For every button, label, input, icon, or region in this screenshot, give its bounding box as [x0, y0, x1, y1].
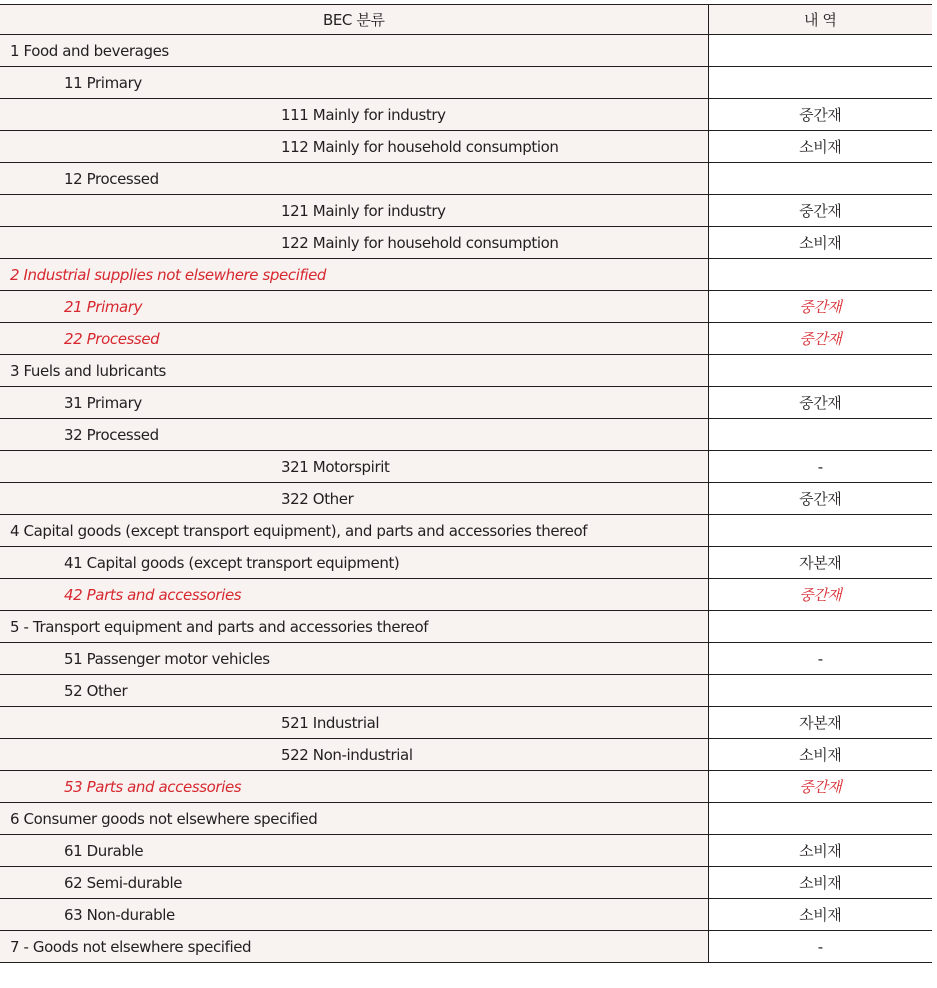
table-row: [0, 803, 932, 835]
table-row: [0, 899, 932, 931]
bec-category-cell: 521 Industrial: [0, 707, 708, 739]
bec-category-cell: 53 Parts and accessories: [0, 771, 708, 803]
bec-category-cell: 7 - Goods not elsewhere specified: [0, 931, 708, 963]
detail-cell: [708, 803, 932, 835]
detail-cell: 소비재: [708, 739, 932, 771]
table-row: [0, 547, 932, 579]
bec-category-cell: 41 Capital goods (except transport equipment): [0, 547, 708, 579]
table-row: [0, 35, 932, 67]
bec-category-cell: 42 Parts and accessories: [0, 579, 708, 611]
table-body: [0, 35, 932, 963]
detail-cell: 소비재: [708, 867, 932, 899]
table-row: [0, 227, 932, 259]
table-row: [0, 163, 932, 195]
bec-category-cell: 5 - Transport equipment and parts and accessories thereof: [0, 611, 708, 643]
detail-cell: [708, 163, 932, 195]
detail-cell: [708, 259, 932, 291]
detail-cell: [708, 675, 932, 707]
bec-category-cell: 111 Mainly for industry: [0, 99, 708, 131]
table-row: [0, 707, 932, 739]
table-row: [0, 387, 932, 419]
table-row: [0, 739, 932, 771]
table-row: [0, 579, 932, 611]
bec-category-cell: 1 Food and beverages: [0, 35, 708, 67]
bec-category-cell: 522 Non-industrial: [0, 739, 708, 771]
detail-cell: 소비재: [708, 227, 932, 259]
detail-cell: 중간재: [708, 483, 932, 515]
bec-category-cell: 21 Primary: [0, 291, 708, 323]
bec-category-cell: 121 Mainly for industry: [0, 195, 708, 227]
table-row: [0, 131, 932, 163]
table-row: [0, 835, 932, 867]
bec-category-cell: 6 Consumer goods not elsewhere specified: [0, 803, 708, 835]
bec-classification-table: [0, 4, 932, 963]
detail-cell: [708, 515, 932, 547]
detail-cell: -: [708, 931, 932, 963]
bec-category-cell: 32 Processed: [0, 419, 708, 451]
detail-cell: 중간재: [708, 579, 932, 611]
detail-cell: -: [708, 643, 932, 675]
detail-cell: 중간재: [708, 291, 932, 323]
table-header-row: [0, 5, 932, 35]
detail-cell: 중간재: [708, 99, 932, 131]
table-row: [0, 515, 932, 547]
bec-category-cell: 63 Non-durable: [0, 899, 708, 931]
table-row: [0, 867, 932, 899]
detail-cell: [708, 419, 932, 451]
bec-category-cell: 11 Primary: [0, 67, 708, 99]
bec-category-cell: 321 Motorspirit: [0, 451, 708, 483]
detail-cell: 소비재: [708, 131, 932, 163]
detail-cell: 중간재: [708, 387, 932, 419]
detail-cell: -: [708, 451, 932, 483]
detail-cell: 자본재: [708, 707, 932, 739]
bec-category-cell: 31 Primary: [0, 387, 708, 419]
bec-category-cell: 322 Other: [0, 483, 708, 515]
table-row: [0, 771, 932, 803]
table-row: [0, 931, 932, 963]
detail-cell: 자본재: [708, 547, 932, 579]
table-row: [0, 355, 932, 387]
detail-cell: 소비재: [708, 899, 932, 931]
table-row: [0, 611, 932, 643]
detail-cell: [708, 355, 932, 387]
bec-category-cell: 112 Mainly for household consumption: [0, 131, 708, 163]
bec-category-cell: 4 Capital goods (except transport equipment), and parts and accessories thereof: [0, 515, 708, 547]
bec-category-cell: 122 Mainly for household consumption: [0, 227, 708, 259]
table-row: [0, 291, 932, 323]
bec-category-cell: 2 Industrial supplies not elsewhere specified: [0, 259, 708, 291]
detail-cell: [708, 67, 932, 99]
bec-category-cell: 62 Semi-durable: [0, 867, 708, 899]
table-row: [0, 323, 932, 355]
detail-cell: 중간재: [708, 323, 932, 355]
detail-cell: 중간재: [708, 771, 932, 803]
table-row: [0, 643, 932, 675]
table-row: [0, 419, 932, 451]
bec-category-cell: 3 Fuels and lubricants: [0, 355, 708, 387]
table-row: [0, 259, 932, 291]
bec-category-cell: 52 Other: [0, 675, 708, 707]
bec-category-cell: 51 Passenger motor vehicles: [0, 643, 708, 675]
table-row: [0, 483, 932, 515]
bec-category-cell: 22 Processed: [0, 323, 708, 355]
table-row: [0, 67, 932, 99]
table-row: [0, 675, 932, 707]
detail-cell: 소비재: [708, 835, 932, 867]
detail-cell: [708, 611, 932, 643]
detail-cell: [708, 35, 932, 67]
table-row: [0, 451, 932, 483]
header-detail: 내 역: [708, 5, 932, 35]
table-row: [0, 99, 932, 131]
detail-cell: 중간재: [708, 195, 932, 227]
table-row: [0, 195, 932, 227]
header-bec-category: BEC 분류: [0, 5, 708, 35]
bec-category-cell: 12 Processed: [0, 163, 708, 195]
bec-category-cell: 61 Durable: [0, 835, 708, 867]
